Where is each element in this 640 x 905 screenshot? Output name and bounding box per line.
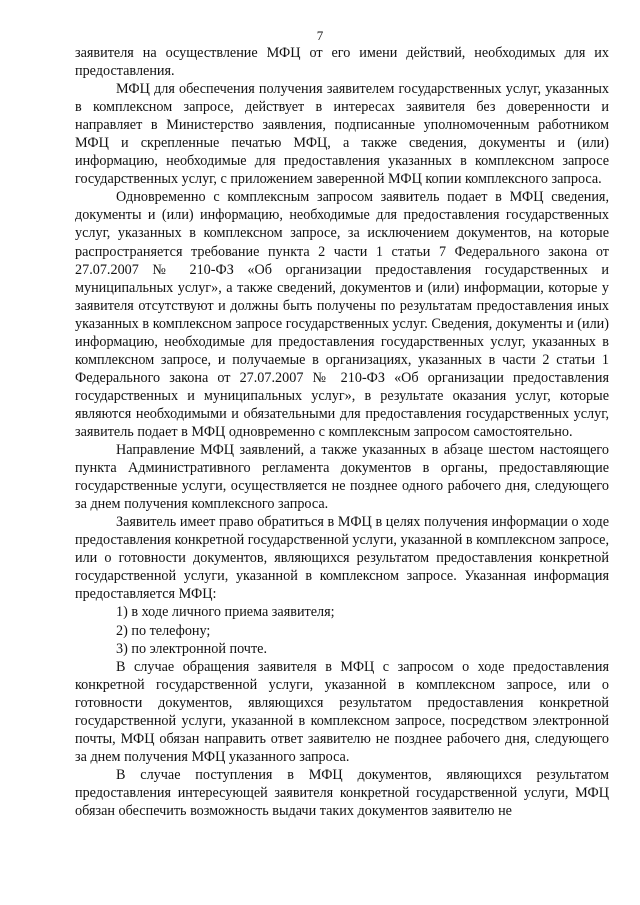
list-item: 2) по телефону; [116, 622, 211, 639]
paragraph: Направление МФЦ заявлений, а также указанных в абзаце шестом настоящего пункта Административного регламента документов в органы, предоставляющие государственные услуги, осуществляется не позднее одного рабочего дня, следующего за днем получения комплексного запроса. [75, 442, 609, 513]
paragraph: Одновременно с комплексным запросом заявитель подает в МФЦ сведения, документы и (или) информацию, необходимые для предоставления государственных услуг, указанных в комплексном запросе, за исключением документов, на которые распространяется требование пункта 2 части 1 статьи 7 Федерального закона от 27.07.2007 № 210-ФЗ «Об организации предоставления государственных и муниципальных услуг», а также сведений, документов и (или) информации, которые у заявителя отсутствуют и должны быть получены по результатам предоставления иных указанных в комплексном запросе государственных услуг. Сведения, документы и (или) информацию, необходимые для предоставления государственных услуг, указанных в комплексном запросе, и получаемые в организациях, указанных в части 2 статьи 1 Федерального закона от 27.07.2007 № 210-ФЗ «Об организации предоставления государственных и муниципальных услуг», в результате оказания услуг, которые являются необходимыми и обязательными для предоставления государственных услуг, заявитель подает в МФЦ одновременно с комплексным запросом самостоятельно. [75, 189, 609, 440]
page-number: 7 [316, 28, 324, 43]
paragraph: В случае обращения заявителя в МФЦ с запросом о ходе предоставления конкретной государственной услуги, указанной в комплексном запросе, или о готовности документов, являющихся результатом предоставления конкретной государственной услуги, указанной в комплексном запросе, посредством электронной почты, МФЦ обязан направить ответ заявителю не позднее рабочего дня, следующего за днем получения МФЦ указанного запроса. [75, 658, 609, 765]
document-body [75, 44, 609, 820]
paragraph: МФЦ для обеспечения получения заявителем государственных услуг, указанных в комплексном запросе, действует в интересах заявителя без доверенности и направляет в Министерство заявления, подписанные уполномоченным работником МФЦ и скрепленные печатью МФЦ, а также сведения, документы и (или) информацию, необходимые для предоставления указанных в комплексном запросе государственных услуг, с приложением заверенной МФЦ копии комплексного запроса. [75, 81, 609, 188]
list-item: 1) в ходе личного приема заявителя; [116, 604, 335, 621]
list-item: 3) по электронной почте. [116, 640, 267, 657]
paragraph: Заявитель имеет право обратиться в МФЦ в целях получения информации о ходе предоставления конкретной государственной услуги, указанной в комплексном запросе, или о готовности документов, являющихся результатом предоставления конкретной государственной услуги, указанной в комплексном запросе. Указанная информация предоставляется МФЦ: [75, 514, 609, 603]
paragraph: В случае поступления в МФЦ документов, являющихся результатом предоставления интересующей заявителя конкретной государственной услуги, МФЦ обязан обеспечить возможность выдачи таких документов заявителю не [75, 766, 609, 819]
paragraph-continuation: заявителя на осуществление МФЦ от его имени действий, необходимых для их предоставления. [75, 45, 609, 80]
